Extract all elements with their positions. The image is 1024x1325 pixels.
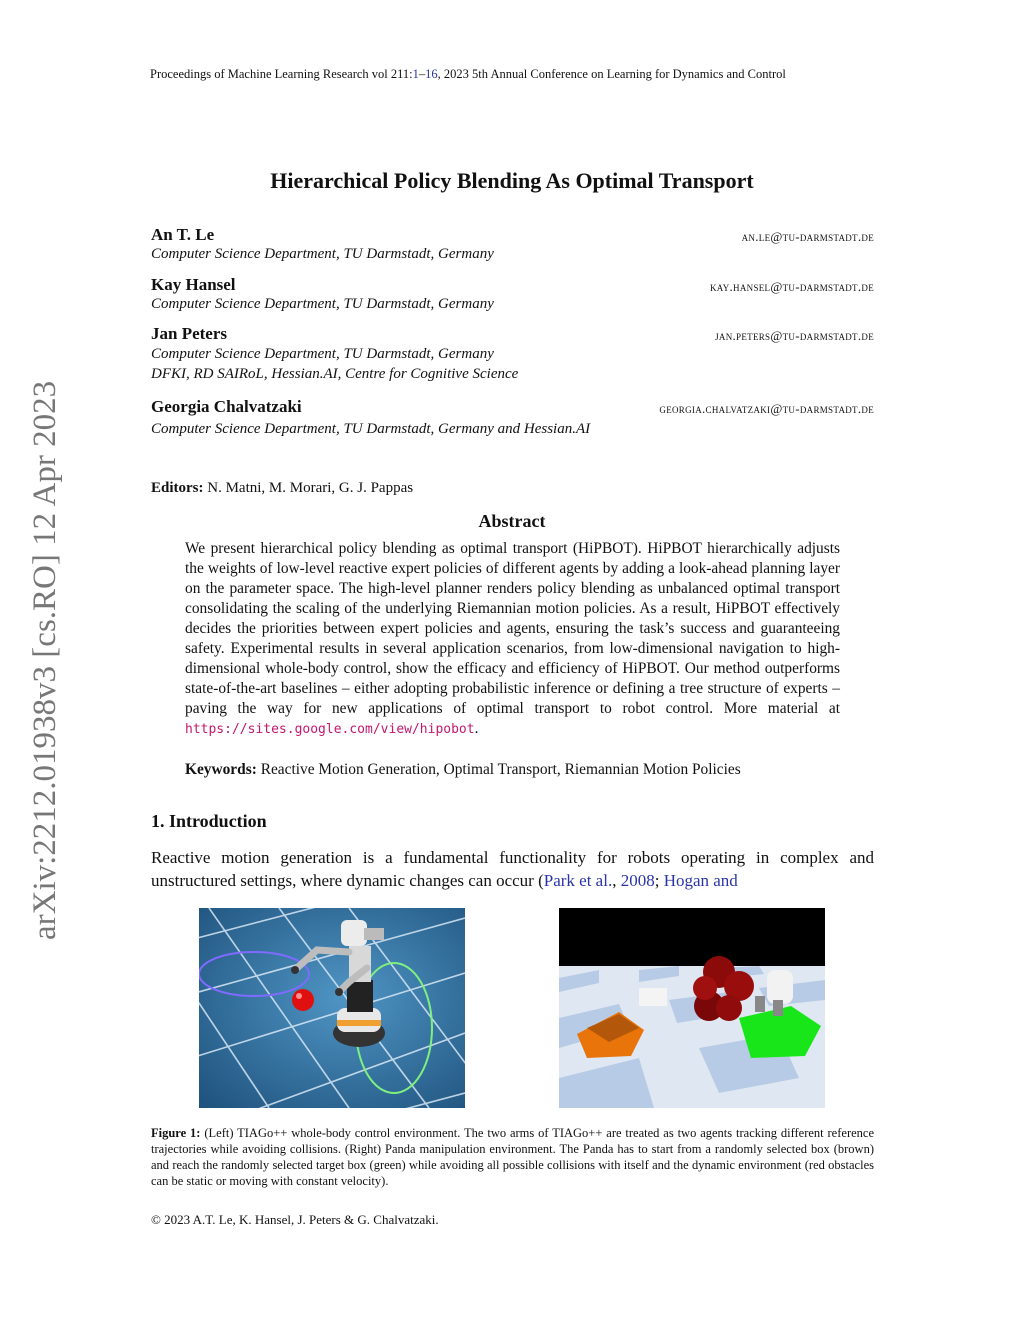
proceedings-header [150, 67, 910, 82]
keywords-text: Reactive Motion Generation, Optimal Transport, Riemannian Motion Policies [260, 761, 741, 778]
citation-sep: ; [654, 871, 664, 890]
intro-paragraph [151, 846, 874, 892]
author-affiliation: Computer Science Department, TU Darmstadt, Germany [151, 346, 494, 362]
figure-label: Figure 1: [151, 1126, 201, 1140]
author-name: An T. Le [151, 225, 215, 244]
author-email: an.le@tu-darmstadt.de [741, 229, 874, 244]
author-affiliation: Computer Science Department, TU Darmstadt, Germany [151, 296, 494, 312]
proceedings-prefix: Proceedings of Machine Learning Research vol 211: [150, 67, 413, 81]
editors-names: N. Matni, M. Morari, G. J. Pappas [207, 480, 414, 496]
author-email: georgia.chalvatzaki@tu-darmstadt.de [659, 401, 874, 416]
citation-hogan-link[interactable]: Hogan and [663, 871, 738, 890]
editors-line [151, 480, 413, 497]
abstract-text: We present hierarchical policy blending as optimal transport (HiPBOT). HiPBOT hierarchically adjusts the weights of low-level reactive expert policies of different agents by adding a look-ahead planning layer on the parameter space. The high-level planner renders policy blending as unbalanced optimal transport consolidating the scaling of the underlying Riemannian motion policies. As a result, HiPBOT effectively decides the priorities between expert policies and agents, ensuring the task’s success and guaranteeing safety. Experimental results in several application scenarios, from low-dimensional navigation to high-dimensional whole-body control, show the efficacy and efficiency of HiPBOT. Our method outperforms state-of-the-art baselines – either adopting probabilistic inference or defining a tree structure of experts – paving the way for new applications of optimal transport to robot control. More material at [185, 540, 840, 717]
author-name: Jan Peters [151, 324, 228, 343]
author-affiliation-2: DFKI, RD SAIRoL, Hessian.AI, Centre for Cognitive Science [151, 366, 519, 382]
paper-title: Hierarchical Policy Blending As Optimal Transport [270, 168, 754, 193]
author-affiliation: Computer Science Department, TU Darmstadt, Germany and Hessian.AI [151, 421, 591, 437]
project-url-link[interactable]: https://sites.google.com/view/hipobot [185, 722, 475, 737]
editors-label: Editors: [151, 480, 204, 496]
citation-sep: , [612, 871, 621, 890]
keywords-line [185, 761, 741, 779]
figure-caption [151, 1125, 874, 1189]
arxiv-stamp: arXiv:2212.01938v3 [cs.RO] 12 Apr 2023 [27, 380, 63, 940]
figure-caption-text: (Left) TIAGo++ whole-body control environment. The two arms of TIAGo++ are treated as two agents tracking different reference trajectories while avoiding collisions. (Right) Panda manipulation environment. The Panda has to start from a randomly selected box (brown) and reach the randomly selected target box (green) while avoiding all possible collisions with itself and the dynamic environment (red obstacles can be static or moving with constant velocity). [151, 1126, 874, 1188]
keywords-label: Keywords: [185, 761, 257, 778]
author-email: kay.hansel@tu-darmstadt.de [709, 279, 874, 294]
citation-park-link[interactable]: Park et al. [543, 871, 613, 890]
figure-right-panda [559, 908, 825, 1108]
abstract-heading: Abstract [478, 511, 546, 531]
author-name: Georgia Chalvatzaki [151, 397, 302, 416]
copyright-notice: © 2023 A.T. Le, K. Hansel, J. Peters & G. Chalvatzaki. [151, 1212, 439, 1227]
page-start-link[interactable]: 1 [412, 67, 419, 81]
figure-left-tiago [199, 908, 465, 1108]
citation-year-link[interactable]: 2008 [620, 871, 655, 890]
abstract-end: . [474, 720, 479, 737]
section-heading: 1. Introduction [151, 811, 267, 831]
proceedings-suffix: , 2023 5th Annual Conference on Learning for Dynamics and Control [437, 67, 786, 81]
page-end-link[interactable]: 16 [425, 67, 438, 81]
intro-text: Reactive motion generation is a fundamental functionality for robots operating in complex and unstructured settings, where dynamic changes can occur ( [151, 848, 874, 890]
author-email: jan.peters@tu-darmstadt.de [715, 328, 874, 343]
panda-scene-graphic [559, 908, 825, 1108]
author-affiliation: Computer Science Department, TU Darmstadt, Germany [151, 246, 494, 262]
author-name: Kay Hansel [151, 275, 236, 294]
tiago-scene-graphic [199, 908, 465, 1108]
abstract-body [185, 539, 840, 740]
page-dash: – [418, 67, 426, 81]
